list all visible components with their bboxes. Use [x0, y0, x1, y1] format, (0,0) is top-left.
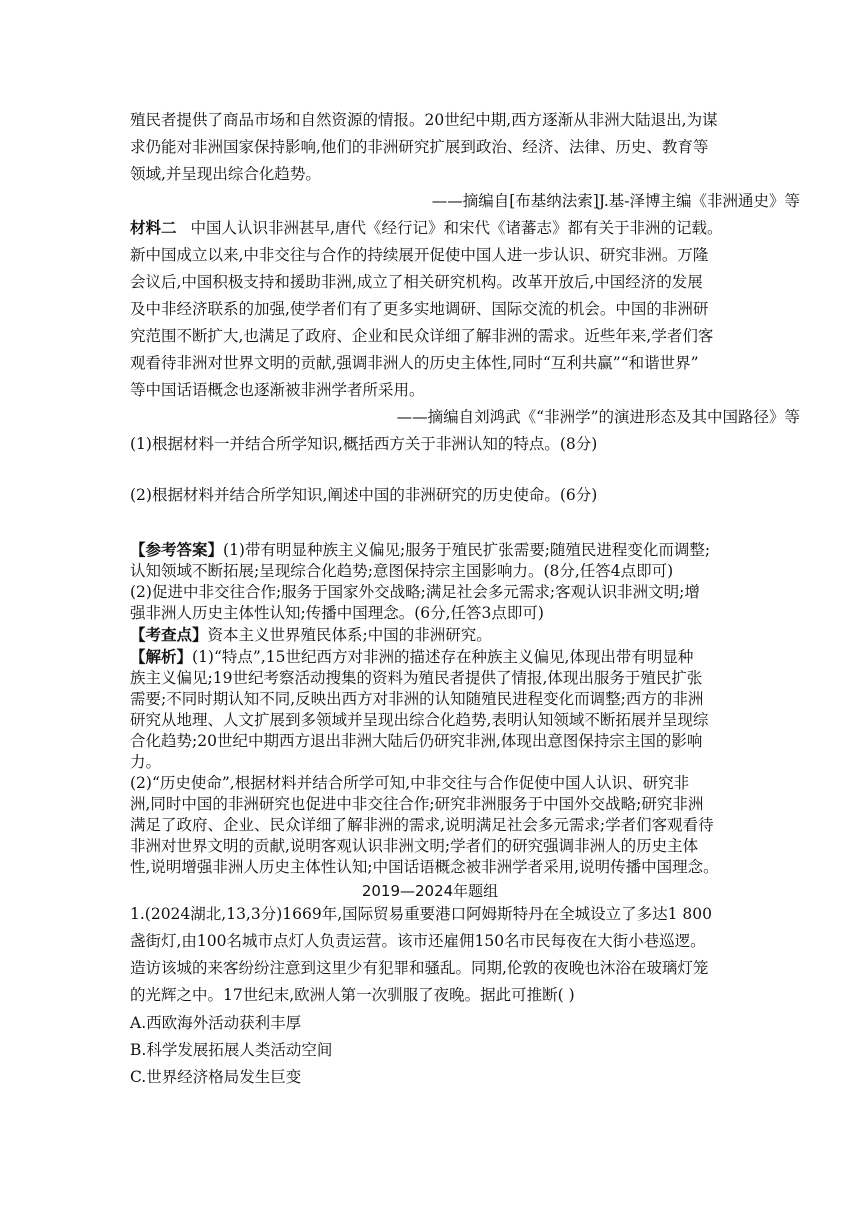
question-one: (1)根据材料一并结合所学知识,概括西方关于非洲认知的特点。(8分): [130, 435, 598, 453]
answer-first-line: [130, 540, 710, 560]
material-one-line: 求仍能对非洲国家保持影响,他们的非洲研究扩展到政治、经济、法律、历史、教育等: [130, 138, 709, 156]
analysis-line: 族主义偏见;19世纪考察活动搜集的资料为殖民者提供了情报,体现出服务于殖民扩张: [130, 669, 703, 687]
exam-point-text: 资本主义世界殖民体系;中国的非洲研究。: [207, 626, 492, 644]
answer-line: 认知领域不断拓展;呈现综合化趋势;意图保持宗主国影响力。(8分,任答4点即可): [130, 562, 674, 580]
material-one-line: 殖民者提供了商品市场和自然资源的情报。20世纪中期,西方逐渐从非洲大陆退出,为谋: [130, 111, 718, 129]
analysis-line: 性,说明增强非洲人历史主体性认知;中国话语概念被非洲学者采用,说明传播中国理念。: [130, 858, 719, 876]
mcq-stem-line: 1.(2024湖北,13,3分)1669年,国际贸易重要港口阿姆斯特丹在全城设立了多达1 800: [130, 905, 713, 923]
analysis-line: 力。: [130, 753, 162, 771]
analysis-line: 需要;不同时期认知不同,反映出西方对非洲的认知随殖民进程变化而调整;西方的非洲: [130, 690, 704, 708]
mcq-stem-line: 的光辉之中。17世纪末,欧洲人第一次驯服了夜晚。据此可推断( ): [130, 986, 575, 1004]
analysis-line: (2)“历史使命”,根据材料并结合所学可知,中非交往与合作促使中国人认识、研究非: [130, 774, 690, 792]
mcq-stem-line: 造访该城的来客纷纷注意到这里少有犯罪和骚乱。同期,伦敦的夜晚也沐浴在玻璃灯笼: [130, 959, 709, 977]
mcq-option-c: C.世界经济格局发生巨变: [130, 1068, 302, 1086]
mcq-option-a: A.西欧海外活动获利丰厚: [130, 1014, 302, 1032]
answer-line: (1)带有明显种族主义偏见;服务于殖民扩张需要;随殖民进程变化而调整;: [223, 541, 711, 559]
material-two-line: 及中非经济联系的加强,使学者们有了更多实地调研、国际交流的机会。中国的非洲研: [130, 300, 709, 318]
mcq-option-b: B.科学发展拓展人类活动空间: [130, 1041, 333, 1059]
material-two-line: 会议后,中国积极支持和援助非洲,成立了相关研究机构。改革开放后,中国经济的发展: [130, 273, 703, 291]
material-two-line: 观看待非洲对世界文明的贡献,强调非洲人的历史主体性,同时“互利共赢”“和谐世界”: [130, 354, 699, 372]
material-one-source: ——摘编自[布基纳法索]J.基-泽博主编《非洲通史》等: [431, 192, 800, 210]
question-two: (2)根据材料并结合所学知识,阐述中国的非洲研究的历史使命。(6分): [130, 486, 598, 504]
material-two-first-line: [130, 218, 722, 238]
analysis-line: 合化趋势;20世纪中期西方退出非洲大陆后仍研究非洲,体现出意图保持宗主国的影响: [130, 732, 703, 750]
analysis-line: 研究从地理、人文扩展到多领域并呈现出综合化趋势,表明认知领域不断拓展并呈现综: [130, 711, 709, 729]
answer-line: 强非洲人历史主体性认知;传播中国理念。(6分,任答3点即可): [130, 604, 544, 622]
analysis-line: (1)“特点”,15世纪西方对非洲的描述存在种族主义偏见,体现出带有明显种: [192, 648, 694, 666]
answer-line: (2)促进中非交往合作;服务于国家外交战略;满足社会多元需求;客观认识非洲文明;增: [130, 583, 700, 601]
analysis-label: 【解析】: [130, 648, 193, 666]
answer-label: 【参考答案】: [130, 541, 224, 559]
material-two-line: 等中国话语概念也逐渐被非洲学者所采用。: [130, 381, 425, 399]
exam-point-label: 【考查点】: [130, 626, 208, 644]
analysis-first-line: [130, 647, 693, 667]
material-two-line: 新中国成立以来,中非交往与合作的持续展开促使中国人进一步认识、研究非洲。万隆: [130, 246, 709, 264]
analysis-line: 非洲对世界文明的贡献,说明客观认识非洲文明;学者们的研究强调非洲人的历史主体: [130, 837, 699, 855]
material-two-label: 材料二: [130, 219, 177, 237]
material-one-line: 领域,并呈现出综合化趋势。: [130, 165, 321, 183]
material-two-source: ——摘编自刘鸿武《“非洲学”的演进形态及其中国路径》等: [396, 408, 800, 426]
material-two-line: 中国人认识非洲甚早,唐代《经行记》和宋代《诸蕃志》都有关于非洲的记载。: [190, 219, 723, 237]
section-title: 2019—2024年题组: [361, 882, 499, 900]
exam-point: [130, 625, 492, 645]
analysis-line: 洲,同时中国的非洲研究也促进中非交往合作;研究非洲服务于中国外交战略;研究非洲: [130, 795, 704, 813]
analysis-line: 满足了政府、企业、民众详细了解非洲的需求,说明满足社会多元需求;学者们客观看待: [130, 816, 714, 834]
mcq-stem-line: 盏街灯,由100名城市点灯人负责运营。该市还雇佣150名市民每夜在大街小巷巡逻。: [130, 932, 706, 950]
material-two-line: 究范围不断扩大,也满足了政府、企业和民众详细了解非洲的需求。近些年来,学者们客: [130, 327, 714, 345]
